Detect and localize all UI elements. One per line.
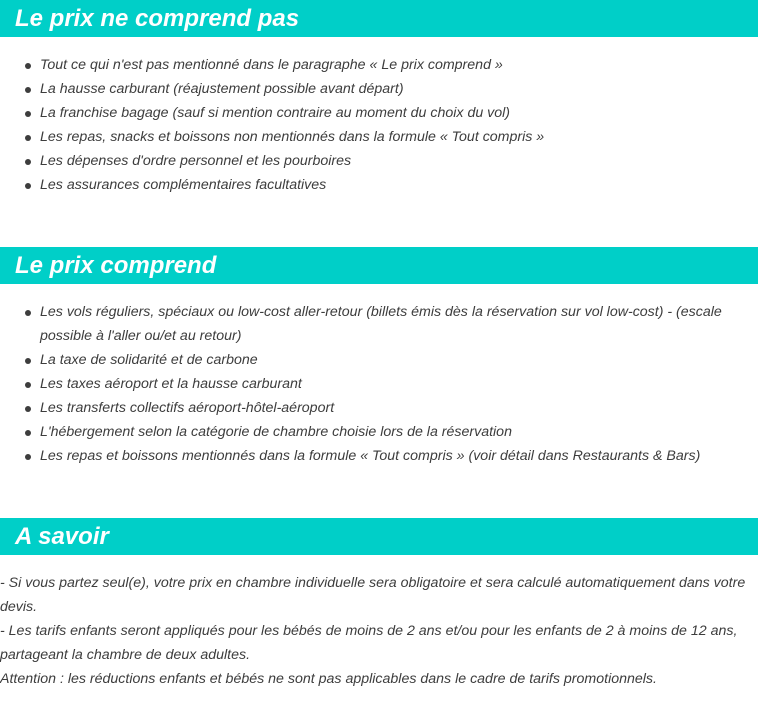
- note-paragraph: Attention : les réductions enfants et bébés ne sont pas applicables dans le cadre de tarifs promotionnels.: [0, 671, 657, 687]
- list-item: Les taxes aéroport et la hausse carburant: [0, 372, 740, 396]
- section-header-included: [0, 247, 758, 284]
- list-item: L'hébergement selon la catégorie de chambre choisie lors de la réservation: [0, 420, 740, 444]
- not-included-list: [0, 53, 740, 197]
- section-title-not-included: Le prix ne comprend pas: [15, 4, 300, 32]
- list-item: Les repas et boissons mentionnés dans la formule « Tout compris » (voir détail dans Restaurants & Bars): [0, 444, 740, 468]
- list-item: Tout ce qui n'est pas mentionné dans le paragraphe « Le prix comprend »: [0, 53, 740, 77]
- list-item: Les assurances complémentaires facultatives: [0, 173, 740, 197]
- list-item: La hausse carburant (réajustement possible avant départ): [0, 77, 740, 101]
- list-item: Les dépenses d'ordre personnel et les pourboires: [0, 149, 740, 173]
- list-item: La franchise bagage (sauf si mention contraire au moment du choix du vol): [0, 101, 740, 125]
- to-know-notes: [0, 571, 752, 691]
- section-title-to-know: A savoir: [15, 522, 109, 550]
- section-title-included: Le prix comprend: [15, 251, 217, 279]
- note-paragraph: - Si vous partez seul(e), votre prix en chambre individuelle sera obligatoire et sera calculé automatiquement dans votre devis.: [0, 575, 746, 615]
- included-list: [0, 300, 740, 468]
- list-item: La taxe de solidarité et de carbone: [0, 348, 740, 372]
- list-item: Les vols réguliers, spéciaux ou low-cost aller-retour (billets émis dès la réservation sur vol low-cost) - (escale possible à l'aller ou/et au retour): [0, 300, 740, 348]
- section-header-to-know: [0, 518, 758, 555]
- list-item: Les repas, snacks et boissons non mentionnés dans la formule « Tout compris »: [0, 125, 740, 149]
- list-item: Les transferts collectifs aéroport-hôtel-aéroport: [0, 396, 740, 420]
- note-paragraph: - Les tarifs enfants seront appliqués pour les bébés de moins de 2 ans et/ou pour les enfants de 2 à moins de 12 ans, partageant la chambre de deux adultes.: [0, 623, 738, 663]
- section-header-not-included: [0, 0, 758, 37]
